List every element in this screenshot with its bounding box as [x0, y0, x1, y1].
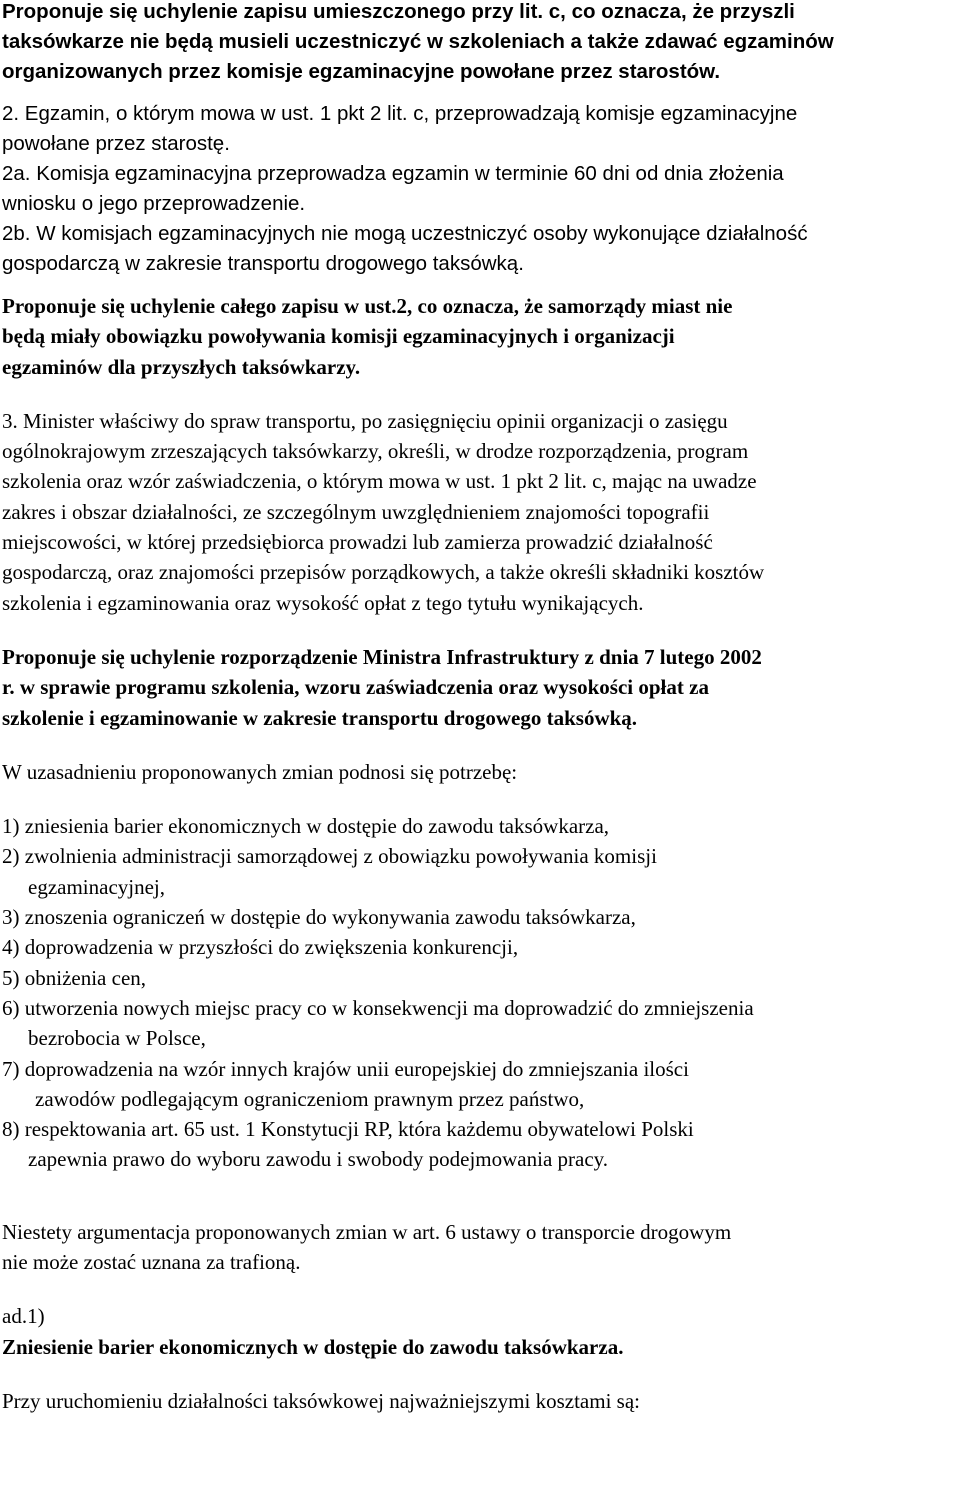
text-line: powołane przez starostę. — [2, 132, 230, 155]
list-item: 5) obniżenia cen, — [2, 965, 147, 990]
list-item: 7) doprowadzenia na wzór innych krajów unii europejskiej do zmniejszania ilości — [2, 1056, 689, 1081]
text-line: szkolenie i egzaminowanie w zakresie transportu drogowego taksówką. — [2, 705, 638, 730]
text-line: gospodarczą, oraz znajomości przepisów porządkowych, a także określi składniki kosztów — [2, 560, 765, 585]
section-label: ad.1) — [2, 1304, 45, 1329]
text-line: ogólnokrajowym zrzeszających taksówkarzy, określi, w drodze rozporządzenia, program — [2, 439, 749, 464]
paragraph-justification-intro — [2, 757, 958, 787]
text-line: miejscowości, w której przedsiębiorca prowadzi lub zamierza prowadzić działalność — [2, 530, 713, 555]
text-line: 2. Egzamin, o którym mowa w ust. 1 pkt 2 lit. c, przeprowadzają komisje egzaminacyjne — [2, 102, 798, 125]
paragraph-costs-intro — [2, 1386, 958, 1416]
list-item: 3) znoszenia ograniczeń w dostępie do wykonywania zawodu taksówkarza, — [2, 905, 636, 930]
list-item-continuation: zawodów podlegającym ograniczeniom prawnym przez państwo, — [35, 1086, 585, 1111]
text-line: Przy uruchomieniu działalności taksówkowej najważniejszymi kosztami są: — [2, 1388, 640, 1413]
text-line: zakres i obszar działalności, ze szczególnym uwzględnieniem znajomości topografii — [2, 499, 710, 524]
list-item: 1) zniesienia barier ekonomicznych w dostępie do zawodu taksówkarza, — [2, 814, 610, 839]
paragraph-proposal-lit-c — [2, 0, 958, 87]
paragraph-quoted-provisions — [2, 99, 958, 279]
list-item-continuation: egzaminacyjnej, — [28, 874, 166, 899]
paragraph-proposal-ust-2 — [2, 291, 958, 382]
text-line: organizowanych przez komisje egzaminacyjne powołane przez starostów. — [2, 60, 721, 83]
text-line: wniosku o jego przeprowadzenie. — [2, 192, 306, 215]
text-line: egzaminów dla przyszłych taksówkarzy. — [2, 354, 361, 379]
text-line: nie może zostać uznana za trafioną. — [2, 1250, 301, 1275]
text-line: Niestety argumentacja proponowanych zmian w art. 6 ustawy o transporcie drogowym — [2, 1219, 732, 1244]
section-heading: Zniesienie barier ekonomicznych w dostępie do zawodu taksówkarza. — [2, 1334, 624, 1359]
paragraph-minister-provision — [2, 406, 958, 618]
text-line: r. w sprawie programu szkolenia, wzoru zaświadczenia oraz wysokości opłat za — [2, 675, 709, 700]
document-page — [2, 0, 958, 1416]
text-line: szkolenia i egzaminowania oraz wysokość opłat z tego tytułu wynikających. — [2, 590, 644, 615]
text-line: Proponuje się uchylenie całego zapisu w ust.2, co oznacza, że samorządy miast nie — [2, 294, 733, 318]
paragraph-proposal-regulation — [2, 642, 958, 733]
list-item: 6) utworzenia nowych miejsc pracy co w konsekwencji ma doprowadzić do zmniejszenia — [2, 995, 754, 1020]
text-line: 3. Minister właściwy do spraw transportu, po zasięgnięciu opinii organizacji o zasięgu — [2, 408, 728, 433]
text-line: W uzasadnieniu proponowanych zmian podnosi się potrzebę: — [2, 759, 518, 784]
text-line: Proponuje się uchylenie zapisu umieszczonego przy lit. c, co oznacza, że przyszli — [2, 0, 795, 23]
list-item-continuation: zapewnia prawo do wyboru zawodu i swobody podejmowania pracy. — [28, 1147, 609, 1172]
text-line: szkolenia oraz wzór zaświadczenia, o którym mowa w ust. 1 pkt 2 lit. c, mając na uwadze — [2, 469, 757, 494]
section-ad-1 — [2, 1301, 958, 1362]
list-item: 8) respektowania art. 65 ust. 1 Konstytucji RP, która każdemu obywatelowi Polski — [2, 1117, 694, 1142]
paragraph-conclusion — [2, 1217, 958, 1278]
text-line: Proponuje się uchylenie rozporządzenie Ministra Infrastruktury z dnia 7 lutego 2002 — [2, 644, 762, 669]
text-line: będą miały obowiązku powoływania komisji egzaminacyjnych i organizacji — [2, 324, 675, 349]
justification-list — [2, 811, 958, 1175]
text-line: taksówkarze nie będą musieli uczestniczyć w szkoleniach a także zdawać egzaminów — [2, 30, 834, 53]
text-line: gospodarczą w zakresie transportu drogowego taksówką. — [2, 252, 524, 275]
list-item: 4) doprowadzenia w przyszłości do zwiększenia konkurencji, — [2, 935, 519, 960]
text-line: 2b. W komisjach egzaminacyjnych nie mogą uczestniczyć osoby wykonujące działalność — [2, 222, 808, 245]
text-line: 2a. Komisja egzaminacyjna przeprowadza egzamin w terminie 60 dni od dnia złożenia — [2, 162, 784, 185]
list-item-continuation: bezrobocia w Polsce, — [28, 1026, 206, 1051]
list-item: 2) zwolnienia administracji samorządowej z obowiązku powoływania komisji — [2, 844, 657, 869]
